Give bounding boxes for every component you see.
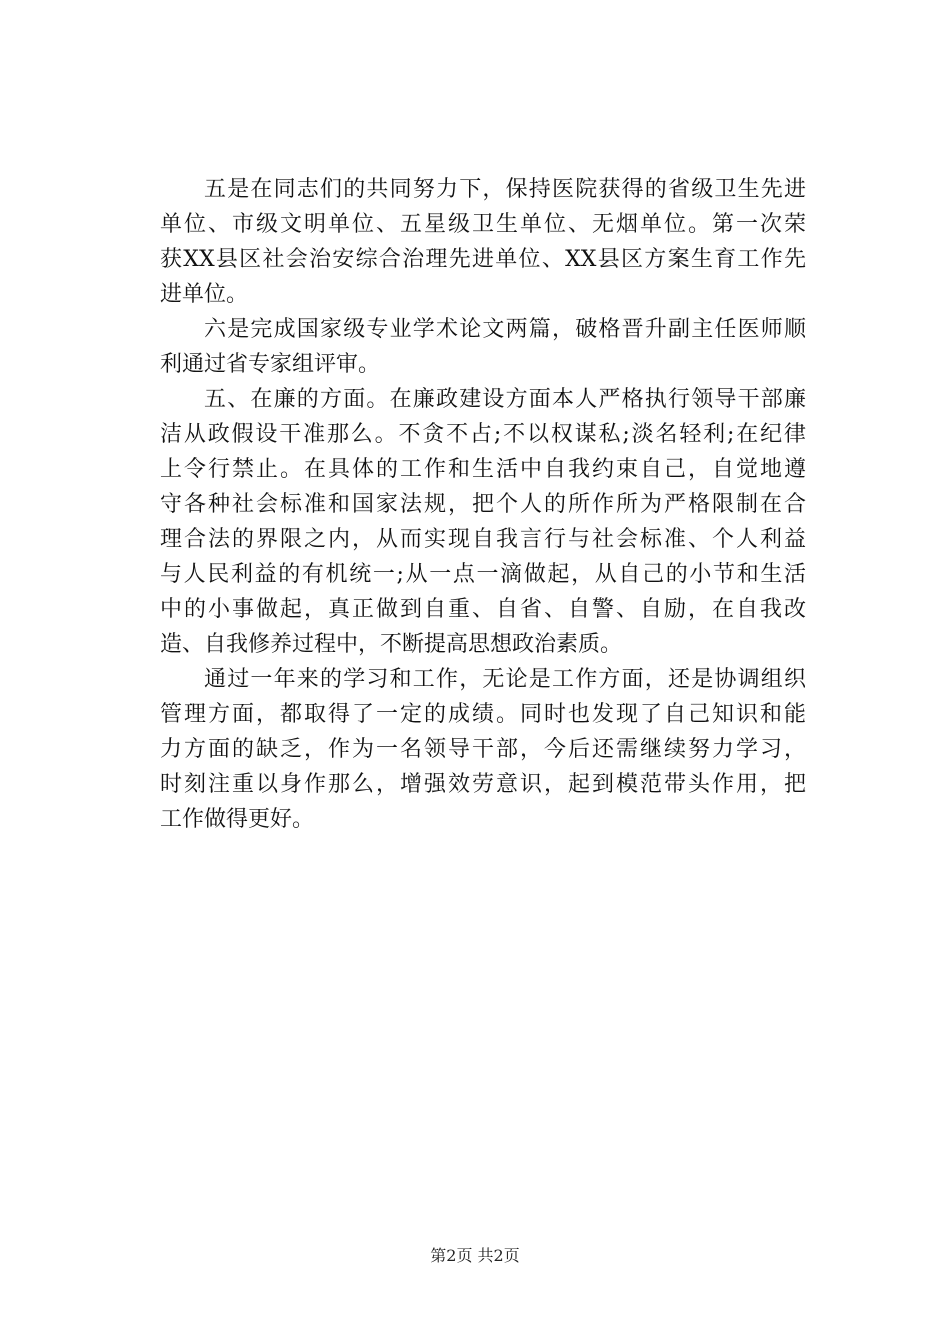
summary-paragraph-line-1: 通过一年来的学习和工作，无论是工作方面，还是协调组织 [204, 667, 806, 692]
integrity-paragraph-line-2: 洁从政假设干准那么。不贪不占;不以权谋私;淡名轻利;在纪律 [160, 422, 806, 447]
integrity-paragraph-line-4: 守各种社会标准和国家法规，把个人的所作所为严格限制在合 [160, 492, 806, 517]
integrity-paragraph-line-5: 理合法的界限之内，从而实现自我言行与社会标准、个人利益 [160, 527, 806, 552]
summary-paragraph-line-5: 工作做得更好。 [160, 807, 315, 832]
paragraph-5-line-1: 五是在同志们的共同努力下，保持医院获得的省级卫生先进 [204, 177, 806, 202]
paragraph-6-line-2: 利通过省专家组评审。 [160, 352, 381, 377]
integrity-paragraph-line-6: 与人民利益的有机统一;从一点一滴做起，从自己的小节和生活 [160, 562, 806, 587]
integrity-paragraph-line-8: 造、自我修养过程中，不断提高思想政治素质。 [160, 632, 623, 657]
summary-paragraph-line-4: 时刻注重以身作那么，增强效劳意识，起到模范带头作用，把 [160, 772, 806, 797]
paragraph-5-line-4: 进单位。 [160, 282, 249, 307]
document-body [160, 172, 806, 837]
integrity-paragraph-line-1: 五、在廉的方面。在廉政建设方面本人严格执行领导干部廉 [204, 387, 806, 412]
integrity-paragraph-line-3: 上令行禁止。在具体的工作和生活中自我约束自己，自觉地遵 [160, 457, 806, 482]
paragraph-5-line-3: 获XX县区社会治安综合治理先进单位、XX县区方案生育工作先 [160, 247, 806, 272]
paragraph-5-line-2: 单位、市级文明单位、五星级卫生单位、无烟单位。第一次荣 [160, 212, 806, 237]
summary-paragraph-line-2: 管理方面，都取得了一定的成绩。同时也发现了自己知识和能 [160, 702, 806, 727]
summary-paragraph-line-3: 力方面的缺乏，作为一名领导干部，今后还需继续努力学习， [160, 737, 806, 762]
page-number-footer: 第2页 共2页 [430, 1246, 520, 1265]
integrity-paragraph-line-7: 中的小事做起，真正做到自重、自省、自警、自励，在自我改 [160, 597, 806, 622]
paragraph-6-line-1: 六是完成国家级专业学术论文两篇，破格晋升副主任医师顺 [204, 317, 806, 342]
